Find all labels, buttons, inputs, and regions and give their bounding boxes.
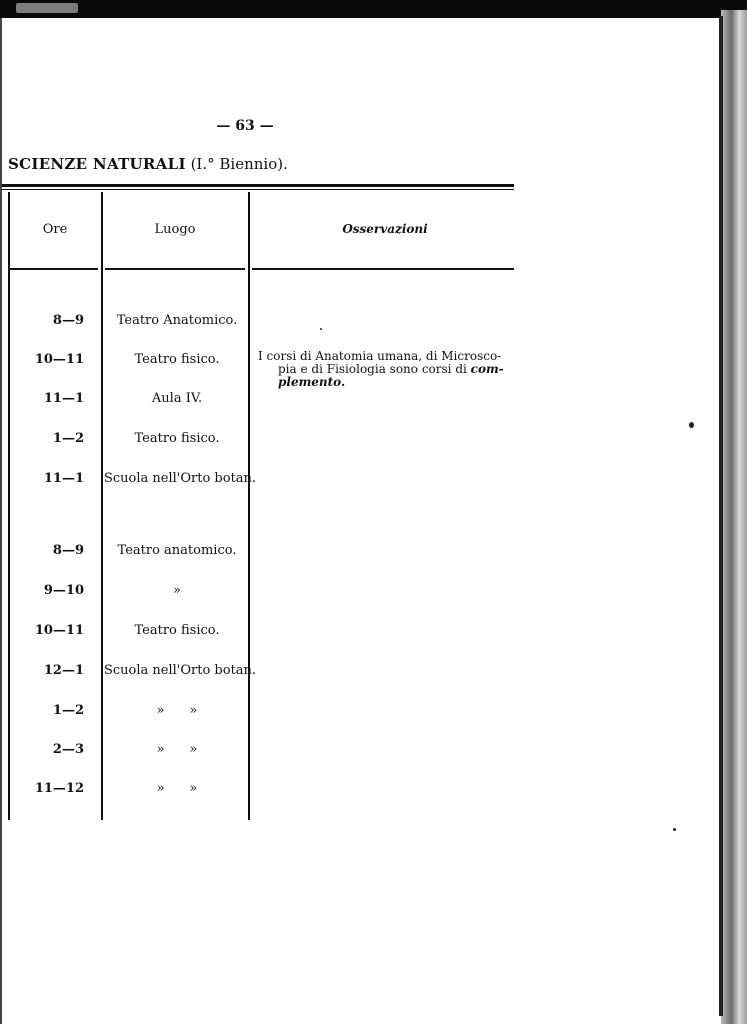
- column-header-osservazioni: Osservazioni: [342, 222, 428, 236]
- row-time: 11—1: [43, 471, 84, 486]
- heading-main: SCIENZE NATURALI: [8, 155, 186, 173]
- row-place: Scuola nell'Orto botan.: [104, 471, 257, 486]
- note-line-2-italic: com-: [470, 362, 504, 376]
- row-time: 11—1: [43, 391, 84, 406]
- ink-speck: [673, 828, 676, 831]
- heading-sub: (I.° Biennio).: [190, 155, 288, 173]
- note-line-3: [258, 376, 518, 389]
- ink-speck: [320, 328, 322, 330]
- row-place: »: [173, 583, 181, 598]
- header-rule-luogo: [105, 268, 245, 270]
- torn-corner: [16, 3, 78, 13]
- row-time: 2—3: [52, 742, 84, 757]
- row-time: 1—2: [52, 431, 84, 446]
- note-line-1: I corsi di Anatomia umana, di Microsco-: [258, 349, 502, 363]
- column-header-luogo: Luogo: [154, 222, 196, 237]
- row-place: » »: [156, 742, 198, 757]
- row-time: 12—1: [43, 663, 84, 678]
- row-place: Teatro fisico.: [134, 352, 220, 367]
- row-place: Teatro fisico.: [134, 623, 220, 638]
- right-page-edge: [721, 10, 747, 1024]
- row-place: Teatro fisico.: [134, 431, 220, 446]
- header-rule-ore: [10, 268, 98, 270]
- column-divider-luogo: [248, 192, 250, 820]
- section-heading: [8, 155, 288, 173]
- left-page-edge: [0, 18, 2, 1024]
- column-divider-ore: [101, 192, 103, 820]
- note-line-2-text: pia e di Fisiologia sono corsi di: [278, 362, 471, 376]
- column-header-ore: Ore: [42, 222, 68, 237]
- right-binding-line: [719, 16, 723, 1016]
- page-number: — 63 —: [216, 118, 274, 134]
- row-time: 10—11: [34, 623, 84, 638]
- observation-note: [258, 350, 518, 389]
- row-place: Teatro Anatomico.: [116, 313, 238, 328]
- row-time: 11—12: [34, 781, 84, 796]
- row-time: 8—9: [52, 313, 84, 328]
- row-place: » »: [156, 703, 198, 718]
- header-rule-osservazioni: [252, 268, 514, 270]
- row-time: 9—10: [43, 583, 84, 598]
- ink-speck: [689, 422, 694, 428]
- table-top-rule: [2, 184, 514, 187]
- table-left-border: [8, 192, 10, 820]
- row-place: Aula IV.: [151, 391, 203, 406]
- row-time: 10—11: [34, 352, 84, 367]
- page-top-shadow: [0, 0, 747, 18]
- note-line-3-italic: plemento.: [278, 375, 346, 389]
- row-time: 1—2: [52, 703, 84, 718]
- table-top-rule-thin: [2, 189, 514, 190]
- row-time: 8—9: [52, 543, 84, 558]
- row-place: Scuola nell'Orto botan.: [104, 663, 257, 678]
- row-place: Teatro anatomico.: [117, 543, 237, 558]
- row-place: » »: [156, 781, 198, 796]
